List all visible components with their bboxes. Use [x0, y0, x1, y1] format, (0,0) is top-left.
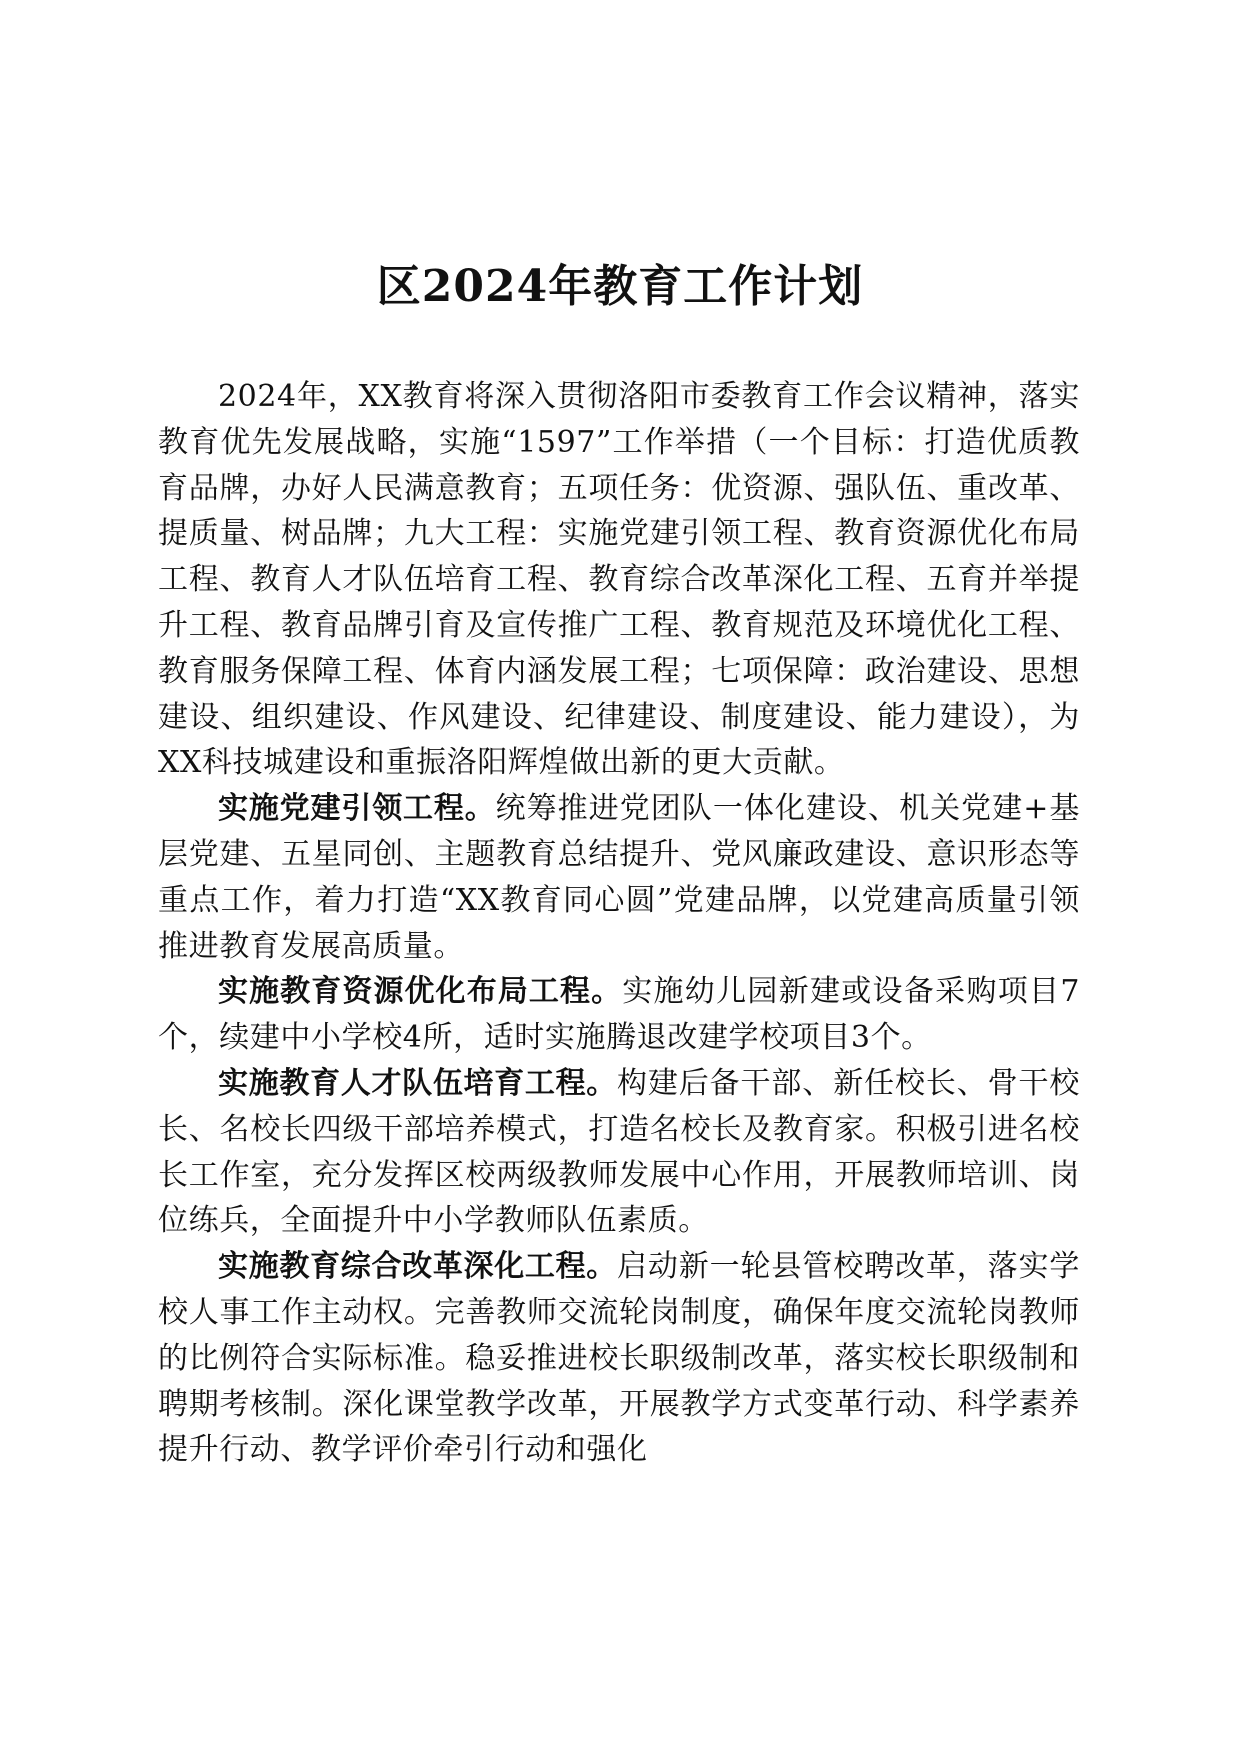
section-resource-layout	[158, 969, 1080, 1061]
section-text: 启动新一轮县管校聘改革，落实学校人事工作主动权。完善教师交流轮岗制度，确保年度交流轮岗教师的比例符合实际标准。稳妥推进校长职级制改革，落实校长职级制和聘期考核制。深化课堂教学改革，开展教学方式变革行动、科学素养提升行动、教学评价牵引行动和强化	[158, 1249, 1081, 1468]
section-heading: 实施教育综合改革深化工程。	[218, 1249, 617, 1285]
section-heading: 实施教育资源优化布局工程。	[218, 974, 623, 1010]
section-party-building	[158, 786, 1080, 969]
section-reform	[158, 1244, 1080, 1473]
section-text: 实施幼儿园新建或设备采购项目7个，续建中小学校4所，适时实施腾退改建学校项目3个。	[158, 974, 1081, 1056]
section-talent-team	[158, 1061, 1080, 1244]
section-heading: 实施教育人才队伍培育工程。	[218, 1065, 617, 1101]
document-body	[158, 374, 1080, 1473]
intro-paragraph: 2024年，XX教育将深入贯彻洛阳市委教育工作会议精神，落实教育优先发展战略，实施“1597”工作举措（一个目标：打造优质教育品牌，办好人民满意教育；五项任务：优资源、强队伍、重改革、提质量、树品牌；九大工程：实施党建引领工程、教育资源优化布局工程、教育人才队伍培育工程、教育综合改革深化工程、五育并举提升工程、教育品牌引育及宣传推广工程、教育规范及环境优化工程、教育服务保障工程、体育内涵发展工程；七项保障：政治建设、思想建设、组织建设、作风建设、纪律建设、制度建设、能力建设），为XX科技城建设和重振洛阳辉煌做出新的更大贡献。	[158, 379, 1080, 781]
section-text: 构建后备干部、新任校长、骨干校长、名校长四级干部培养模式，打造名校长及教育家。积极引进名校长工作室，充分发挥区校两级教师发展中心作用，开展教师培训、岗位练兵，全面提升中小学教师队伍素质。	[158, 1065, 1081, 1239]
section-text: 统筹推进党团队一体化建设、机关党建+基层党建、五星同创、主题教育总结提升、党风廉政建设、意识形态等重点工作，着力打造“XX教育同心圆”党建品牌，以党建高质量引领推进教育发展高质量。	[158, 791, 1080, 964]
section-heading: 实施党建引领工程。	[218, 791, 496, 827]
document-title: 区2024年教育工作计划	[376, 261, 864, 312]
